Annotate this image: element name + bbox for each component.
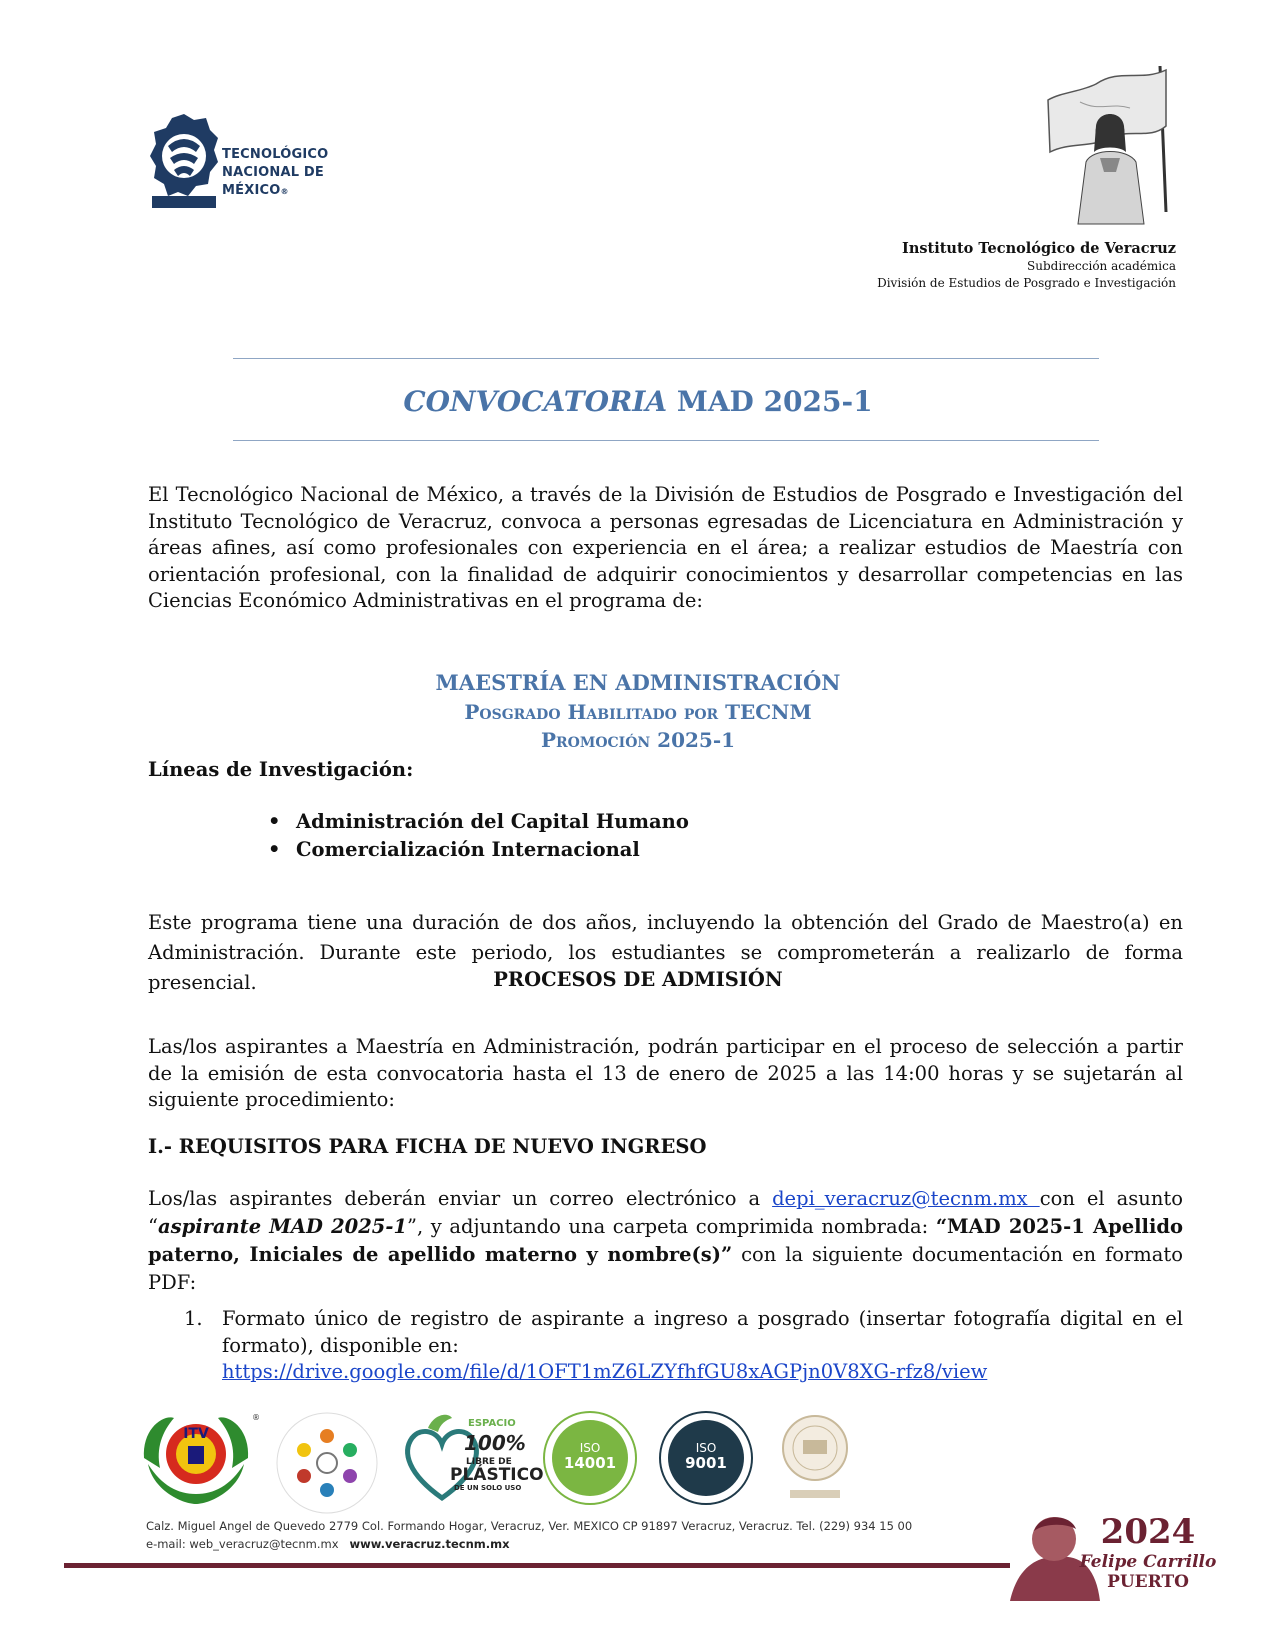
- title-top-rule: [233, 358, 1099, 359]
- iso-14001-seal: [540, 1408, 640, 1508]
- requirements-heading: I.- REQUISITOS PARA FICHA DE NUEVO INGRESO: [148, 1135, 707, 1158]
- program-subtitle: Posgrado Habilitado por TECNM: [464, 700, 812, 724]
- energy-management-seal: [770, 1408, 860, 1508]
- folder-name: “MAD 2025-1 Apellido paterno, Iniciales de apellido materno y nombre(s)”: [148, 1215, 1183, 1266]
- website-link[interactable]: www.veracruz.tecnm.mx: [349, 1537, 510, 1551]
- svg-text:Felipe Carrillo: Felipe Carrillo: [1079, 1552, 1217, 1572]
- year-2024-logo: [1000, 1505, 1220, 1605]
- tecnm-wordmark: TECNOLÓGICO NACIONAL DE MÉXICO®: [222, 147, 329, 198]
- registration-form-link[interactable]: https://drive.google.com/file/d/1OFT1mZ6LZYfhfGU8xAGPjn0V8XG-rfz8/view: [222, 1360, 988, 1383]
- plastic-free-logo: [398, 1408, 544, 1504]
- iso-9001-seal: [656, 1408, 756, 1508]
- research-lines-heading: Líneas de Investigación:: [148, 758, 414, 781]
- svg-text:ISO: ISO: [695, 1441, 717, 1455]
- svg-text:100%: 100%: [464, 1431, 526, 1455]
- footer-rule: [64, 1563, 1010, 1568]
- svg-text:PUERTO: PUERTO: [1107, 1572, 1189, 1592]
- admission-paragraph: Las/los aspirantes a Maestría en Administración, podrán participar en el proceso de selección a partir de la emisión de esta convocatoria hasta el 13 de enero de 2025 a las 14:00 horas y se sujetarán al siguiente procedimiento:: [148, 1035, 1183, 1111]
- program-name: MAESTRÍA EN ADMINISTRACIÓN: [435, 670, 841, 695]
- footer-address: Calz. Miguel Angel de Quevedo 2779 Col. Formando Hogar, Veracruz, Ver. MEXICO CP 91897 Veracruz, Veracruz. Tel. (229) 934 15 00 e-mail: web_veracruz@tecnm.mx www.veracruz.tecnm.mx: [146, 1519, 913, 1551]
- tecnm-logo: [148, 112, 378, 212]
- institute-division: División de Estudios de Posgrado e Investigación: [877, 276, 1176, 290]
- svg-text:14001: 14001: [563, 1454, 617, 1472]
- bullet-icon: •: [268, 838, 281, 861]
- institute-name: Instituto Tecnológico de Veracruz: [902, 240, 1176, 257]
- svg-text:2024: 2024: [1100, 1512, 1196, 1552]
- program-promotion: Promoción 2025-1: [540, 728, 736, 752]
- svg-text:9001: 9001: [685, 1454, 727, 1472]
- svg-text:ITV: ITV: [183, 1426, 209, 1442]
- admission-heading: PROCESOS DE ADMISIÓN: [493, 968, 783, 991]
- bullet-icon: •: [268, 810, 281, 833]
- intro-paragraph: El Tecnológico Nacional de México, a través de la División de Estudios de Posgrado e Investigación del Instituto Tecnológico de Veracruz, convoca a personas egresadas de Licenciatura en Administración y áreas afines, así como profesionales con experiencia en el área; a realizar estudios de Maestría con orientación profesional, con la finalidad de adquirir conocimientos y desarrollar competencias en las Ciencias Económico Administrativas en el programa de:: [148, 483, 1183, 612]
- svg-text:ESPACIO: ESPACIO: [468, 1418, 516, 1429]
- svg-text:®: ®: [252, 1413, 260, 1422]
- svg-text:PLÁSTICO: PLÁSTICO: [450, 1465, 544, 1485]
- itv-logo: [134, 1408, 258, 1508]
- svg-text:ISO: ISO: [579, 1441, 601, 1455]
- flag-woman-illustration: [1040, 62, 1212, 226]
- institute-subdivision: Subdirección académica: [1027, 259, 1176, 273]
- page-title: CONVOCATORIA MAD 2025-1: [403, 385, 873, 418]
- institute-header: [877, 240, 1176, 292]
- title-bottom-rule: [233, 440, 1099, 441]
- svg-text:DE UN SOLO USO: DE UN SOLO USO: [454, 1484, 522, 1492]
- equality-norm-logo: [272, 1408, 382, 1518]
- requirements-paragraph: Los/las aspirantes deberán enviar un correo electrónico a depi_veracruz@tecnm.mx con el asunto “aspirante MAD 2025-1”, y adjuntando una carpeta comprimida nombrada: “MAD 2025-1 Apellido paterno, Iniciales de apellido materno y nombre(s)” con la siguiente documentación en formato PDF:: [148, 1187, 1183, 1294]
- svg-text:LIBRE DE: LIBRE DE: [466, 1457, 512, 1467]
- email-link[interactable]: depi_veracruz@tecnm.mx: [772, 1187, 1040, 1210]
- tecnm-emblem-icon: [148, 112, 220, 210]
- email-subject: aspirante MAD 2025-1: [157, 1215, 408, 1238]
- duration-paragraph: Este programa tiene una duración de dos años, incluyendo la obtención del Grado de Maestro(a) en Administración. Durante este periodo, los estudiantes se comprometerán a realizarlo de forma presencial.: [148, 911, 1183, 994]
